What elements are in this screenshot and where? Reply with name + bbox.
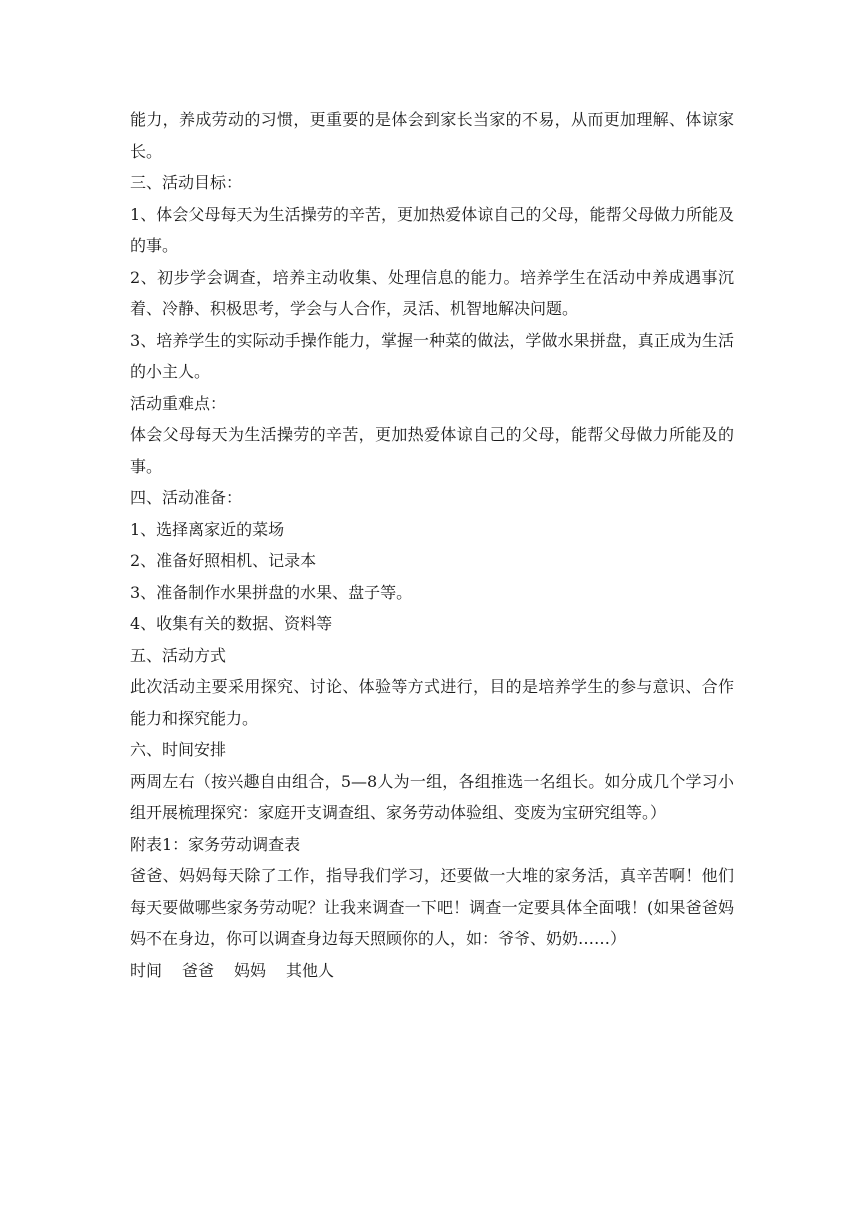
header-cell-others: 其他人	[286, 960, 335, 980]
paragraph-intro-continuation: 能力，养成劳动的习惯，更重要的是体会到家长当家的不易，从而更加理解、体谅家长。	[130, 110, 734, 161]
heading-time-schedule: 六、时间安排	[130, 740, 227, 759]
preparation-item-2: 2、准备好照相机、记录本	[130, 551, 317, 570]
goal-item-3: 3、培养学生的实际动手操作能力，掌握一种菜的做法，学做水果拼盘，真正成为生活的小主人。	[130, 330, 734, 381]
header-cell-time: 时间	[130, 960, 163, 980]
goal-item-2: 2、初步学会调查，培养主动收集、处理信息的能力。培养学生在活动中养成遇事沉着、冷静、积极思考，学会与人合作，灵活、机智地解决问题。	[130, 267, 734, 318]
header-cell-mother: 妈妈	[234, 960, 267, 980]
survey-table-header	[130, 955, 734, 987]
preparation-item-1: 1、选择离家近的菜场	[130, 519, 285, 539]
key-points-text: 体会父母每天为生活操劳的辛苦，更加热爱体谅自己的父母，能帮父母做力所能及的事。	[130, 425, 734, 476]
survey-intro-text: 爸爸、妈妈每天除了工作，指导我们学习，还要做一大堆的家务活，真辛苦啊！他们每天要做哪些家务劳动呢？让我来调查一下吧！调查一定要具体全面哦！(如果爸爸妈妈不在身边，你可以调查身边每天照顾你的人，如：爷爷、奶奶……）	[130, 866, 734, 948]
activity-method-text: 此次活动主要采用探究、讨论、体验等方式进行，目的是培养学生的参与意识、合作能力和探究能力。	[130, 677, 734, 728]
heading-activity-method: 五、活动方式	[130, 645, 227, 665]
heading-activity-preparation: 四、活动准备：	[130, 488, 243, 507]
appendix-title: 附表1：家务劳动调查表	[130, 834, 301, 854]
time-schedule-text: 两周左右（按兴趣自由组合，5—8人为一组，各组推选一名组长。如分成几个学习小组开展梳理探究：家庭开支调查组、家务劳动体验组、变废为宝研究组等。）	[130, 771, 734, 822]
header-cell-father: 爸爸	[182, 960, 215, 980]
heading-key-points: 活动重难点：	[130, 393, 227, 413]
preparation-item-3: 3、准备制作水果拼盘的水果、盘子等。	[130, 582, 413, 602]
heading-activity-goals: 三、活动目标：	[130, 173, 243, 192]
preparation-item-4: 4、收集有关的数据、资料等	[130, 614, 333, 633]
document-body	[130, 104, 734, 986]
goal-item-1: 1、体会父母每天为生活操劳的辛苦，更加热爱体谅自己的父母，能帮父母做力所能及的事。	[130, 204, 734, 255]
